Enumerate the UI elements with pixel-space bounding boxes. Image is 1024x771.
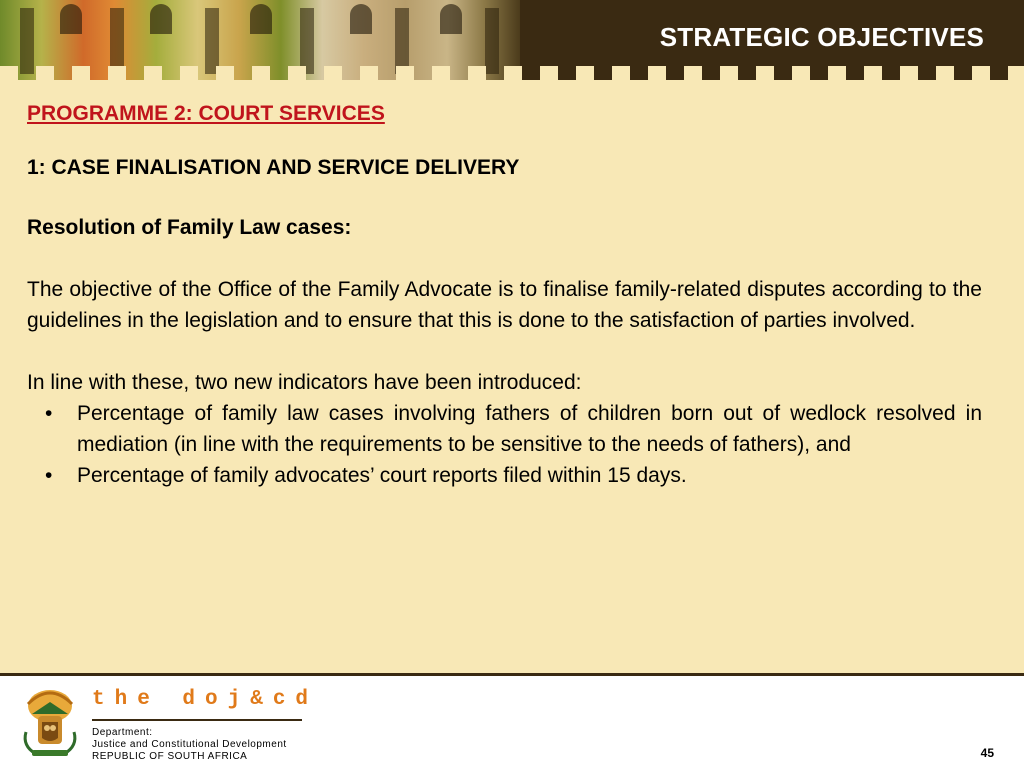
section-heading: 1: CASE FINALISATION AND SERVICE DELIVERY: [27, 156, 520, 179]
brand-wordmark: the doj&cd: [92, 688, 319, 711]
indicator-list: [27, 398, 982, 491]
building-pillar: [485, 8, 499, 74]
header-banner: [0, 0, 1024, 80]
bullet-icon: •: [45, 402, 53, 425]
building-arch: [440, 4, 462, 34]
dept-line-1: Department:: [92, 727, 153, 738]
slide-content: [27, 100, 982, 491]
programme-heading: PROGRAMME 2: COURT SERVICES: [27, 102, 385, 125]
list-item-text: Percentage of family advocates’ court reports filed within 15 days.: [77, 464, 687, 487]
list-item: [27, 460, 982, 491]
building-pillar: [300, 8, 314, 74]
subheading: Resolution of Family Law cases:: [27, 216, 352, 239]
coat-of-arms-icon: [18, 684, 82, 764]
building-arch: [150, 4, 172, 34]
objective-paragraph: The objective of the Office of the Family Advocate is to finalise family-related disputes according to the guidelines in the legislation and to ensure that this is done to the satisfaction of parties involved.: [27, 278, 982, 332]
building-pillar: [20, 8, 34, 74]
footer: [0, 673, 1024, 771]
slide-title: STRATEGIC OBJECTIVES: [659, 22, 984, 52]
list-item-text: Percentage of family law cases involving fathers of children born out of wedlock resolved in mediation (in line with the requirements to be sensitive to the needs of fathers), and: [77, 402, 982, 456]
building-pillar: [205, 8, 219, 74]
indicators-intro: In line with these, two new indicators have been introduced:: [27, 371, 582, 394]
list-item: [27, 398, 982, 460]
building-arch: [60, 4, 82, 34]
header-battlement: [0, 66, 1024, 80]
dept-line-3: REPUBLIC OF SOUTH AFRICA: [92, 751, 248, 762]
building-arch: [250, 4, 272, 34]
page-number: 45: [980, 746, 994, 760]
bullet-icon: •: [45, 464, 53, 487]
brand-divider: [92, 719, 302, 721]
dept-line-2: Justice and Constitutional Development: [92, 739, 287, 750]
building-arch: [350, 4, 372, 34]
building-pillar: [110, 8, 124, 74]
department-text: [92, 727, 287, 763]
building-pillar: [395, 8, 409, 74]
